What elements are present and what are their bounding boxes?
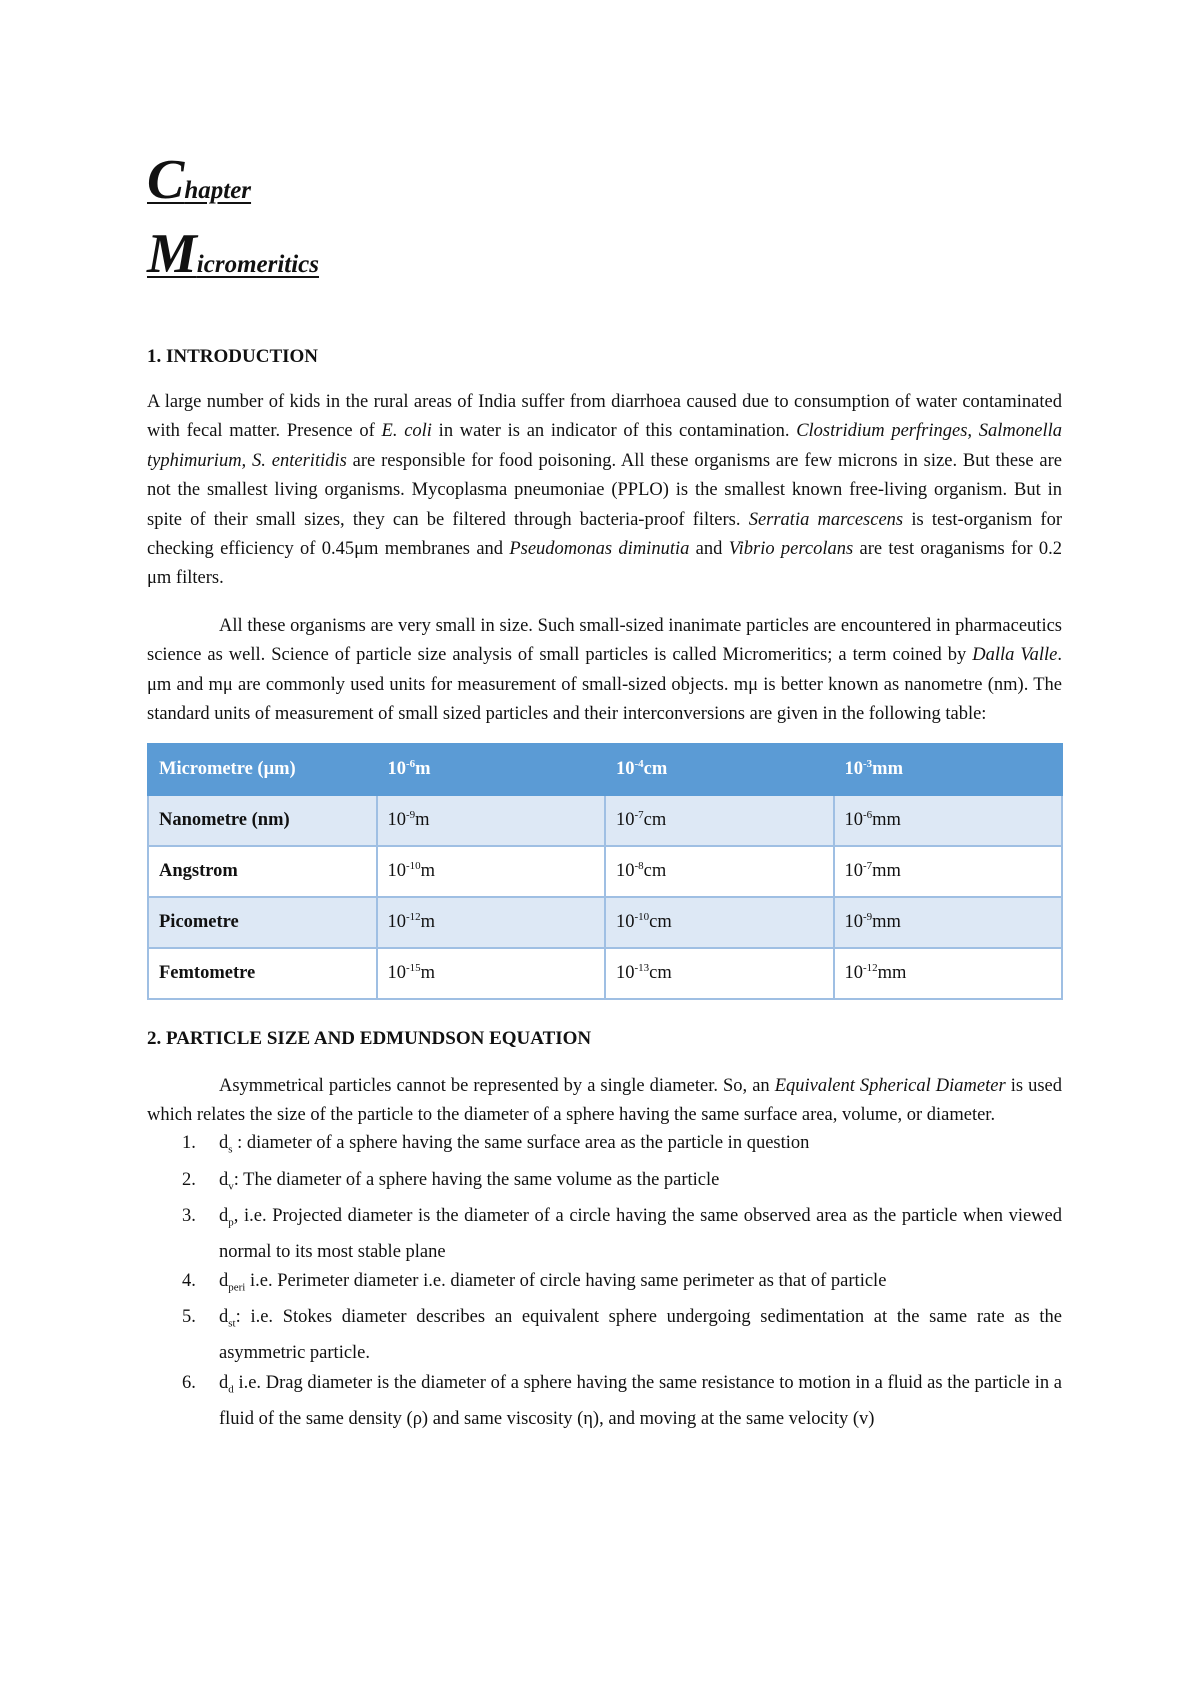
table-cell-unit: Micrometre (μm) bbox=[148, 744, 377, 795]
list-item: 2. $d_v$: The diameter of a sphere having the same volume as the particle bbox=[147, 1166, 1062, 1202]
table-cell-m: $10^{-12}m$ bbox=[377, 897, 606, 948]
list-number: 1. bbox=[182, 1133, 196, 1154]
table-cell-unit: Picometre bbox=[148, 897, 377, 948]
list-item: 1. $d_s$ : diameter of a sphere having the same surface area as the particle in question bbox=[147, 1129, 1062, 1165]
table-cell-m: $10^{-10}m$ bbox=[377, 846, 606, 897]
list-item: 6. $d_d$ i.e. Drag diameter is the diameter of a sphere having the same resistance to motion in a fluid as the particle in a fluid of the same density (ρ) and same viscosity (η), and moving at the same velocity (v) bbox=[147, 1369, 1062, 1435]
title-heading-rest: icromeritics bbox=[196, 251, 320, 278]
table-cell-cm: $10^{-10}cm$ bbox=[605, 897, 834, 948]
list-number: 5. bbox=[182, 1307, 196, 1328]
chapter-heading-initial: C bbox=[147, 149, 185, 211]
list-number: 6. bbox=[182, 1372, 196, 1393]
table-cell-unit: Nanometre (nm) bbox=[148, 795, 377, 846]
table-cell-mm: $10^{-12}mm$ bbox=[834, 948, 1063, 999]
list-number: 4. bbox=[182, 1271, 196, 1292]
section-heading-introduction: 1. INTRODUCTION bbox=[147, 346, 319, 367]
table-row bbox=[148, 795, 1062, 846]
table-cell-cm: $10^{-7}cm$ bbox=[605, 795, 834, 846]
title-heading-initial: M bbox=[147, 223, 197, 285]
table-cell-m: $10^{-6}m$ bbox=[377, 744, 606, 795]
table-cell-mm: $10^{-7}mm$ bbox=[834, 846, 1063, 897]
diameter-list bbox=[147, 1129, 1062, 1434]
table-row bbox=[148, 948, 1062, 999]
chapter-heading bbox=[147, 150, 1062, 210]
table-cell-cm: $10^{-13}cm$ bbox=[605, 948, 834, 999]
table-row bbox=[148, 897, 1062, 948]
chapter-heading-rest: hapter bbox=[184, 177, 252, 204]
table-cell-unit: Angstrom bbox=[148, 846, 377, 897]
list-number: 3. bbox=[182, 1205, 196, 1226]
list-item: 3. $d_p$, i.e. Projected diameter is the diameter of a circle having the same observed area as the particle when viewed normal to its most stable plane bbox=[147, 1202, 1062, 1268]
intro-paragraph-1: A large number of kids in the rural areas of India suffer from diarrhoea caused due to consumption of water contaminated with fecal matter. Presence of E. coli in water is an indicator of this contamination. Clostridium perfringes, Salmonella typhimurium, S. enteritidis are responsible for food poisoning. All these organisms are few microns in size. But these are not the smallest living organisms. Mycoplasma pneumoniae (PPLO) is the smallest known free-living organism. But in spite of their small sizes, they can be filtered through bacteria-proof filters. Serratia marcescens is test-organism for checking efficiency of 0.45μm membranes and Pseudomonas diminutia and Vibrio percolans are test oraganisms for 0.2 μm filters. bbox=[147, 392, 1063, 589]
table-cell-m: $10^{-15}m$ bbox=[377, 948, 606, 999]
table-cell-mm: $10^{-6}mm$ bbox=[834, 795, 1063, 846]
particle-size-paragraph: Asymmetrical particles cannot be represented by a single diameter. So, an Equivalent Spherical Diameter is used which relates the size of the particle to the diameter of a sphere having the same surface area, volume, or diameter. bbox=[147, 1076, 1063, 1125]
section-heading-particle-size: 2. PARTICLE SIZE AND EDMUNDSON EQUATION bbox=[147, 1028, 592, 1050]
title-heading bbox=[147, 224, 1062, 284]
intro-paragraph-2: All these organisms are very small in size. Such small-sized inanimate particles are encountered in pharmaceutics science as well. Science of particle size analysis of small particles is called Micromeritics; a term coined by Dalla Valle. μm and mμ are commonly used units for measurement of small-sized objects. mμ is better known as nanometre (nm). The standard units of measurement of small sized particles and their interconversions are given in the following table: bbox=[147, 615, 1063, 725]
table-cell-cm: $10^{-8}cm$ bbox=[605, 846, 834, 897]
table-row bbox=[148, 744, 1062, 795]
table-cell-mm: $10^{-9}mm$ bbox=[834, 897, 1063, 948]
table-cell-unit: Femtometre bbox=[148, 948, 377, 999]
units-table bbox=[147, 743, 1063, 1000]
table-cell-mm: $10^{-3}mm$ bbox=[834, 744, 1063, 795]
list-item: 4. $d_{peri}$ i.e. Perimeter diameter i.e. diameter of circle having same perimeter as that of particle bbox=[147, 1267, 1062, 1303]
table-row bbox=[148, 846, 1062, 897]
table-cell-cm: $10^{-4}cm$ bbox=[605, 744, 834, 795]
table-cell-m: $10^{-9}m$ bbox=[377, 795, 606, 846]
list-item: 5. $d_{st}$: i.e. Stokes diameter describes an equivalent sphere undergoing sedimentation at the same rate as the asymmetric particle. bbox=[147, 1303, 1062, 1369]
document-page bbox=[147, 150, 1062, 1434]
list-number: 2. bbox=[182, 1169, 196, 1190]
